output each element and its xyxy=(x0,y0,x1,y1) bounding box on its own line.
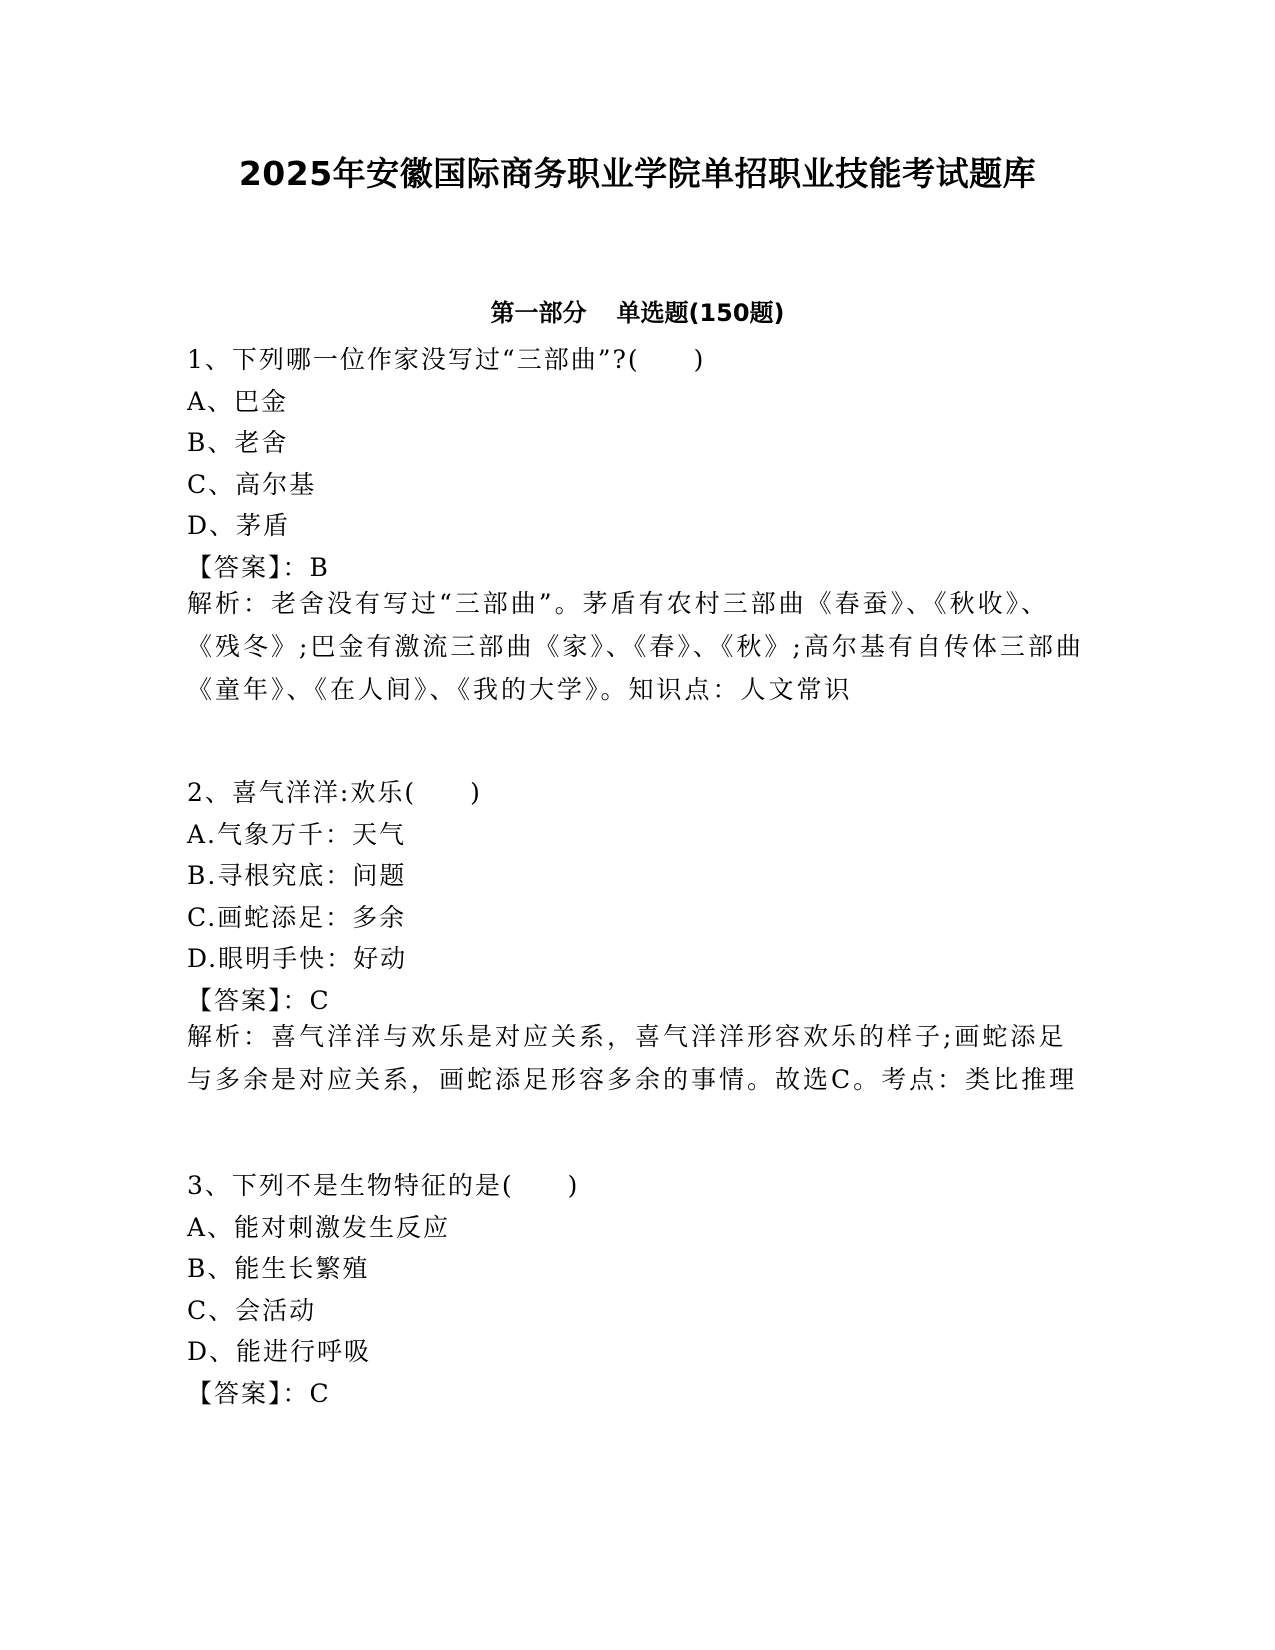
question-2-stem: 2、喜气洋洋:欢乐( ) xyxy=(187,778,482,807)
question-3-stem: 3、下列不是生物特征的是( ) xyxy=(187,1171,580,1200)
section-part: 第一部分 xyxy=(490,299,587,327)
question-3-option-d: D、能进行呼吸 xyxy=(187,1337,372,1366)
question-3-answer: 【答案】：C xyxy=(187,1379,331,1408)
question-1-analysis: 解析：老舍没有写过“三部曲”。茅盾有农村三部曲《春蚕》、《秋收》、《残冬》;巴金有激流三部曲《家》、《春》、《秋》;高尔基有自传体三部曲《童年》、《在人间》、《我的大学》。知识点：人文常识 xyxy=(187,589,1084,704)
question-3-option-a: A、能对刺激发生反应 xyxy=(187,1213,451,1242)
question-1-option-b: B、老舍 xyxy=(187,428,289,457)
question-2-analysis: 解析：喜气洋洋与欢乐是对应关系，喜气洋洋形容欢乐的样子;画蛇添足与多余是对应关系，画蛇添足形容多余的事情。故选C。考点：类比推理 xyxy=(187,1022,1078,1094)
question-2-option-c: C.画蛇添足：多余 xyxy=(187,903,407,932)
section-name: 单选题(150题) xyxy=(616,299,785,327)
question-1-option-a: A、巴金 xyxy=(187,387,289,416)
section-heading xyxy=(0,293,1275,328)
question-3-option-b: B、能生长繁殖 xyxy=(187,1254,370,1283)
question-1-stem: 1、下列哪一位作家没写过“三部曲”?( ) xyxy=(187,345,706,374)
document-title: 2025年安徽国际商务职业学院单招职业技能考试题库 xyxy=(238,154,1037,193)
question-3-option-c: C、会活动 xyxy=(187,1296,317,1325)
question-1-answer: 【答案】：B xyxy=(187,553,330,582)
question-1-option-c: C、高尔基 xyxy=(187,470,317,499)
question-2-answer: 【答案】：C xyxy=(187,986,331,1015)
question-1-option-d: D、茅盾 xyxy=(187,511,291,540)
question-2-option-d: D.眼明手快：好动 xyxy=(187,944,408,973)
question-2-option-b: B.寻根究底：问题 xyxy=(187,861,407,890)
question-2-option-a: A.气象万千：天气 xyxy=(187,820,407,849)
